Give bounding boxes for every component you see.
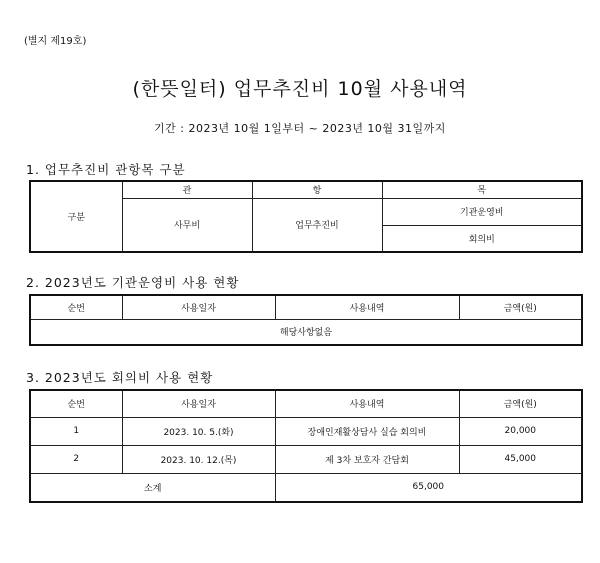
section3-title: 3. 2023년도 회의비 사용 현황	[26, 370, 214, 385]
header-amount: 금액(원)	[459, 295, 582, 319]
category-header: 구분	[30, 181, 122, 252]
header-detail: 사용내역	[275, 390, 459, 417]
form-number: (별지 제19호)	[24, 36, 87, 47]
row-date: 2023. 10. 5.(화)	[122, 417, 275, 445]
empty-message: 해당사항없음	[30, 319, 582, 345]
header-no: 순번	[30, 295, 122, 319]
row-no: 2	[30, 445, 122, 473]
gwan-value: 사무비	[122, 198, 252, 252]
header-no: 순번	[30, 390, 122, 417]
gwan-header: 관	[122, 181, 252, 198]
hang-value: 업무추진비	[252, 198, 382, 252]
row-amount: 20,000	[459, 417, 582, 445]
operating-expense-table	[29, 294, 583, 346]
row-no: 1	[30, 417, 122, 445]
table-row	[30, 445, 582, 473]
header-date: 사용일자	[122, 295, 275, 319]
section2-title: 2. 2023년도 기관운영비 사용 현황	[26, 275, 240, 290]
meeting-expense-table	[29, 389, 583, 503]
row-date: 2023. 10. 12.(목)	[122, 445, 275, 473]
subtotal-label: 소계	[30, 473, 275, 502]
period-line: 기간 : 2023년 10월 1일부터 ~ 2023년 10월 31일까지	[154, 122, 446, 135]
mok-value: 기관운영비	[382, 198, 582, 225]
row-amount: 45,000	[459, 445, 582, 473]
table-row	[30, 417, 582, 445]
document-title: (한뜻일터) 업무추진비 10월 사용내역	[132, 78, 468, 100]
mok-value: 회의비	[382, 225, 582, 252]
category-table	[29, 180, 583, 253]
mok-header: 목	[382, 181, 582, 198]
header-detail: 사용내역	[275, 295, 459, 319]
row-detail: 제 3차 보호자 간담회	[275, 445, 459, 473]
subtotal-value: 65,000	[275, 473, 582, 502]
header-date: 사용일자	[122, 390, 275, 417]
hang-header: 항	[252, 181, 382, 198]
header-amount: 금액(원)	[459, 390, 582, 417]
section1-title: 1. 업무추진비 관항목 구분	[26, 162, 186, 177]
row-detail: 장애인재활상담사 실습 회의비	[275, 417, 459, 445]
